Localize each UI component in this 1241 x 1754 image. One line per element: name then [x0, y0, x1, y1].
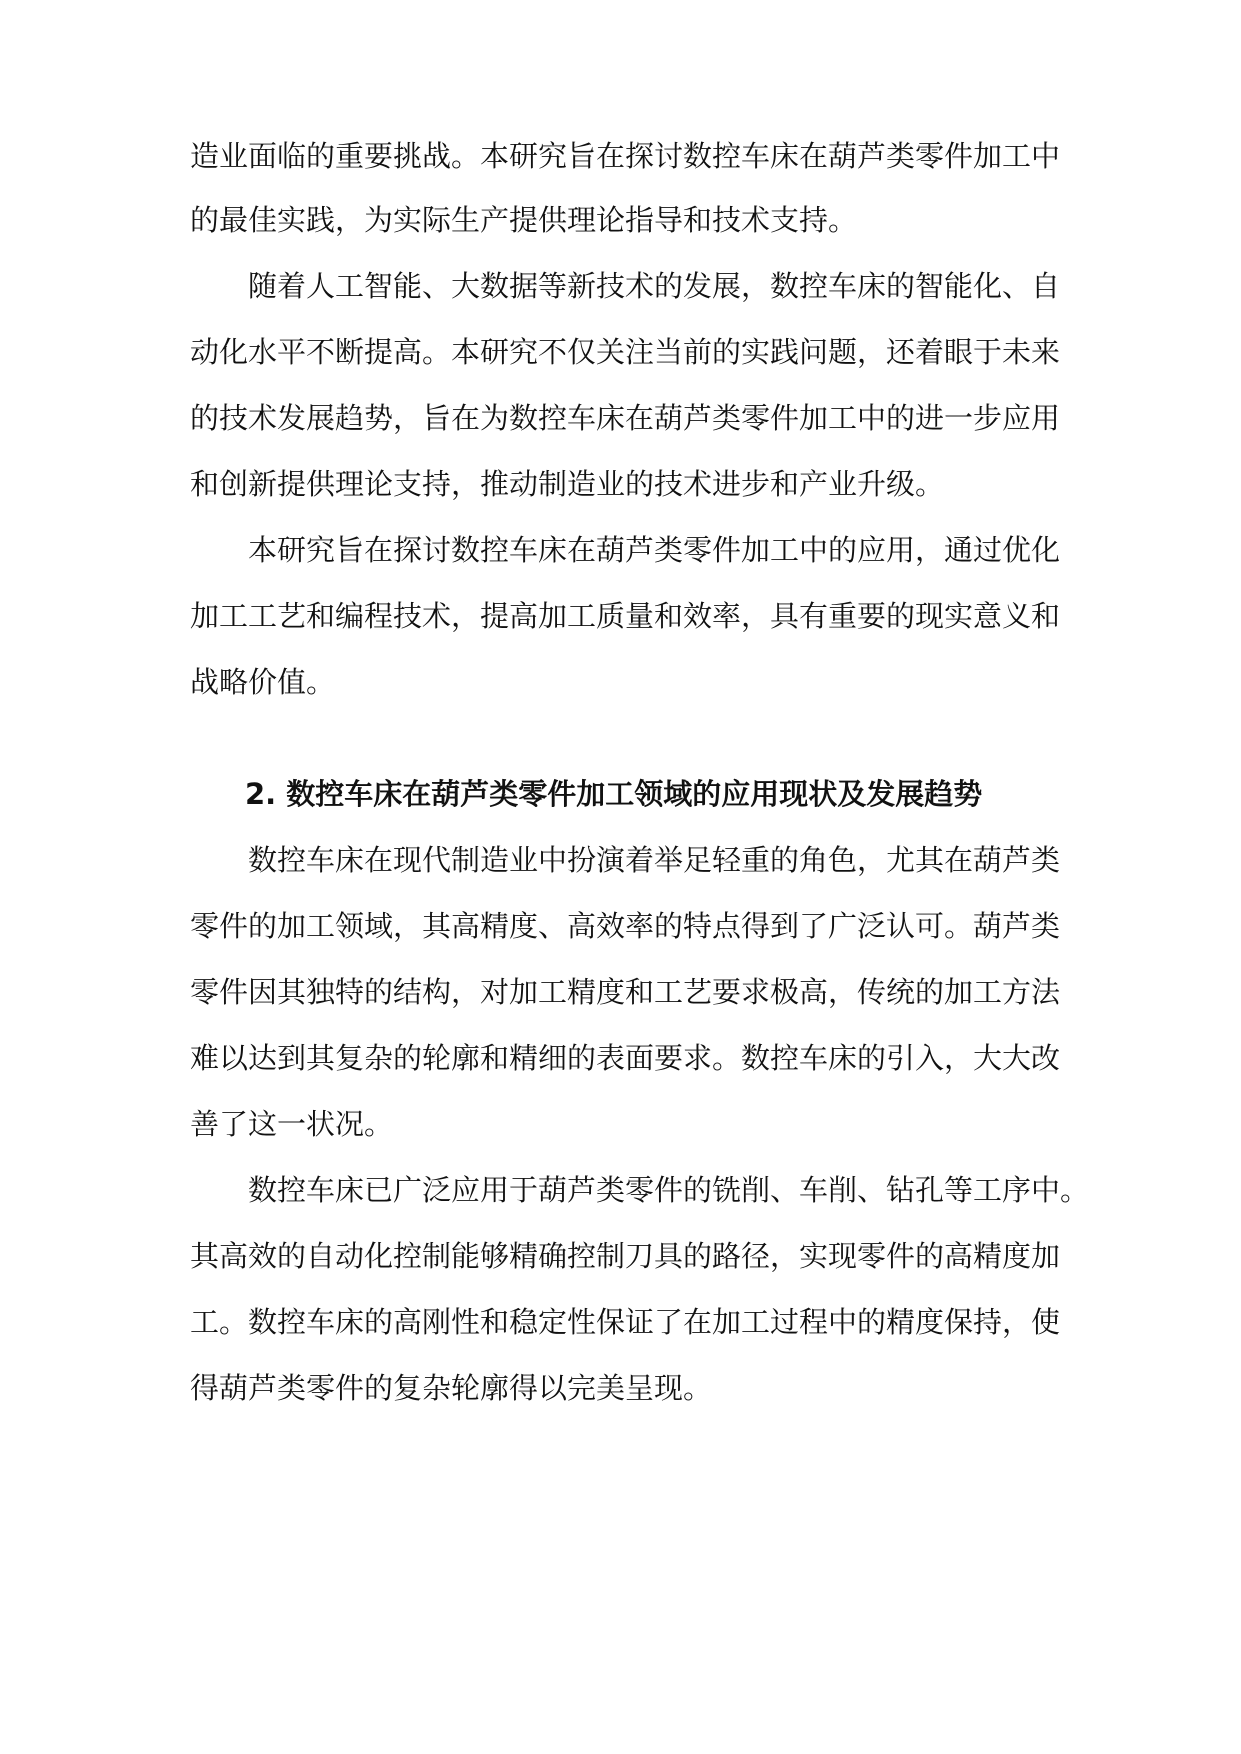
section-paragraph-2-line-2: 其高效的自动化控制能够精确控制刀具的路径，实现零件的高精度加 [190, 1239, 1061, 1273]
paragraph-3-line-2: 加工工艺和编程技术，提高加工质量和效率，具有重要的现实意义和 [190, 599, 1061, 633]
paragraph-2-line-4: 和创新提供理论支持，推动制造业的技术进步和产业升级。 [190, 467, 945, 501]
section-paragraph-1-line-1: 数控车床在现代制造业中扮演着举足轻重的角色，尤其在葫芦类 [248, 843, 1061, 877]
paragraph-2-line-1: 随着人工智能、大数据等新技术的发展，数控车床的智能化、自 [248, 269, 1061, 303]
section-paragraph-1-line-2: 零件的加工领域，其高精度、高效率的特点得到了广泛认可。葫芦类 [190, 909, 1061, 943]
paragraph-3-line-1: 本研究旨在探讨数控车床在葫芦类零件加工中的应用，通过优化 [248, 533, 1061, 567]
paragraph-3-line-3: 战略价值。 [190, 665, 336, 699]
section-paragraph-2-line-1: 数控车床已广泛应用于葫芦类零件的铣削、车削、钻孔等工序中。 [248, 1173, 1090, 1207]
paragraph-2-line-3: 的技术发展趋势，旨在为数控车床在葫芦类零件加工中的进一步应用 [190, 401, 1061, 435]
paragraph-2-line-2: 动化水平不断提高。本研究不仅关注当前的实践问题，还着眼于未来 [190, 335, 1061, 369]
section-paragraph-1-line-4: 难以达到其复杂的轮廓和精细的表面要求。数控车床的引入，大大改 [190, 1041, 1061, 1075]
section-paragraph-1-line-3: 零件因其独特的结构，对加工精度和工艺要求极高，传统的加工方法 [190, 975, 1061, 1009]
section-heading: 2. 数控车床在葫芦类零件加工领域的应用现状及发展趋势 [245, 777, 983, 811]
section-paragraph-1-line-5: 善了这一状况。 [190, 1107, 394, 1141]
paragraph-1-line-2: 的最佳实践，为实际生产提供理论指导和技术支持。 [190, 203, 858, 237]
section-paragraph-2-line-3: 工。数控车床的高刚性和稳定性保证了在加工过程中的精度保持，使 [190, 1305, 1061, 1339]
paragraph-1-line-1: 造业面临的重要挑战。本研究旨在探讨数控车床在葫芦类零件加工中 [190, 139, 1061, 173]
section-paragraph-2-line-4: 得葫芦类零件的复杂轮廓得以完美呈现。 [190, 1371, 713, 1405]
